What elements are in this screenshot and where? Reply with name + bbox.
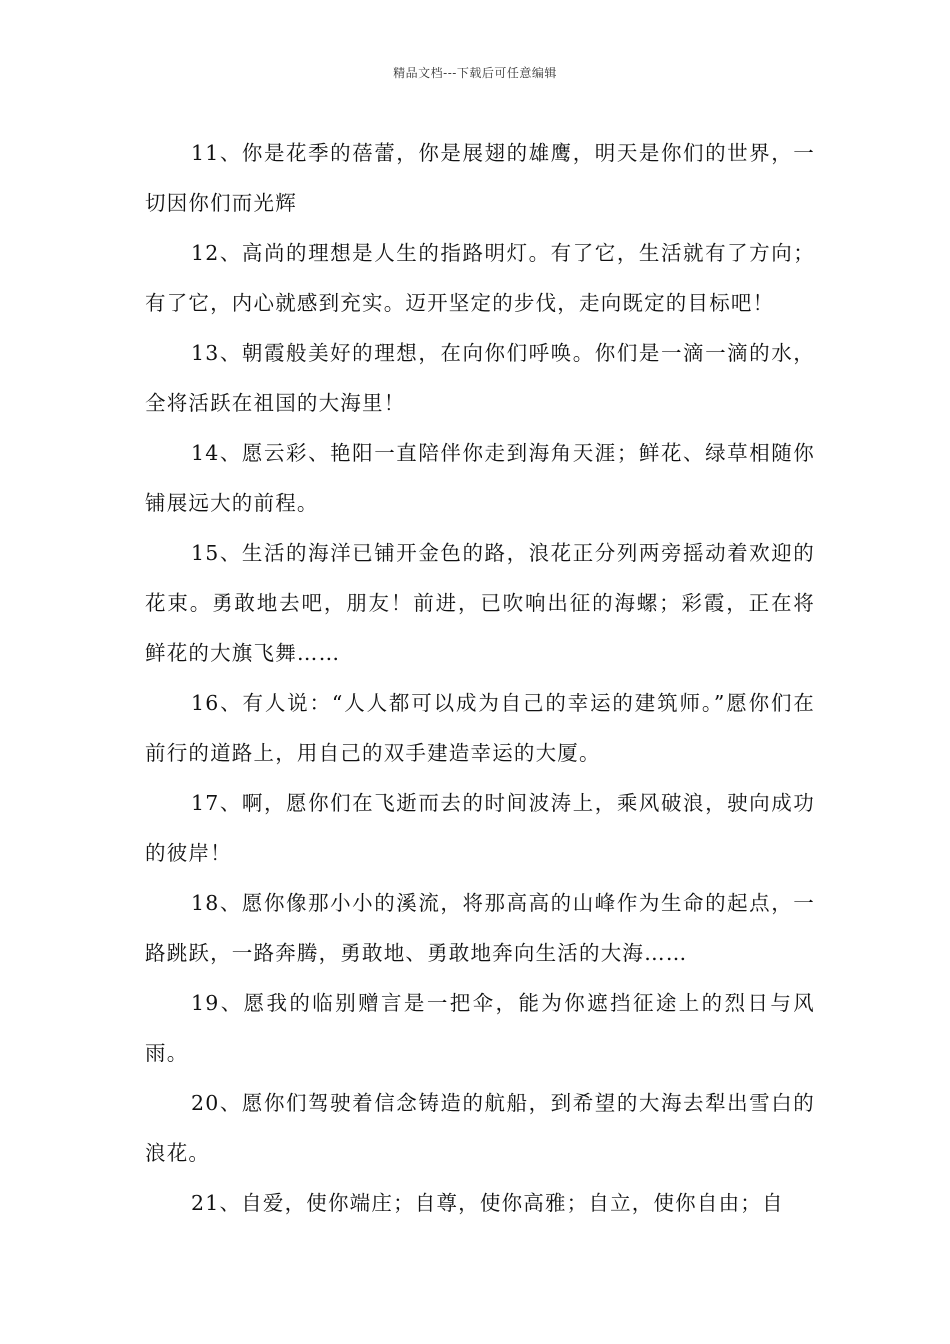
paragraph-12: 12、高尚的理想是人生的指路明灯。有了它，生活就有了方向；有了它，内心就感到充实。迈开坚定的步伐，走向既定的目标吧！ xyxy=(145,241,815,315)
paragraph-21: 21、自爱，使你端庄；自尊，使你高雅；自立，使你自由；自 xyxy=(191,1191,784,1215)
paragraph-19: 19、愿我的临别赠言是一把伞，能为你遮挡征途上的烈日与风雨。 xyxy=(145,991,815,1065)
paragraph-20: 20、愿你们驾驶着信念铸造的航船，到希望的大海去犁出雪白的浪花。 xyxy=(145,1091,815,1165)
paragraph-15: 15、生活的海洋已铺开金色的路，浪花正分列两旁摇动着欢迎的花束。勇敢地去吧，朋友！前进，已吹响出征的海螺；彩霞，正在将鲜花的大旗飞舞…… xyxy=(145,541,815,665)
paragraph-13: 13、朝霞般美好的理想，在向你们呼唤。你们是一滴一滴的水，全将活跃在祖国的大海里！ xyxy=(145,341,815,415)
page-header: 精品文档---下载后可任意编辑 xyxy=(393,66,557,80)
paragraph-18: 18、愿你像那小小的溪流，将那高高的山峰作为生命的起点，一路跳跃，一路奔腾，勇敢地、勇敢地奔向生活的大海…… xyxy=(145,891,815,965)
document-body xyxy=(145,128,815,1228)
paragraph-16: 16、有人说：“人人都可以成为自己的幸运的建筑师。”愿你们在前行的道路上，用自己的双手建造幸运的大厦。 xyxy=(145,691,815,765)
paragraph-11: 11、你是花季的蓓蕾，你是展翅的雄鹰，明天是你们的世界，一切因你们而光辉 xyxy=(145,141,815,215)
paragraph-14: 14、愿云彩、艳阳一直陪伴你走到海角天涯；鲜花、绿草相随你铺展远大的前程。 xyxy=(145,441,815,515)
paragraph-17: 17、啊，愿你们在飞逝而去的时间波涛上，乘风破浪，驶向成功的彼岸！ xyxy=(145,791,815,865)
